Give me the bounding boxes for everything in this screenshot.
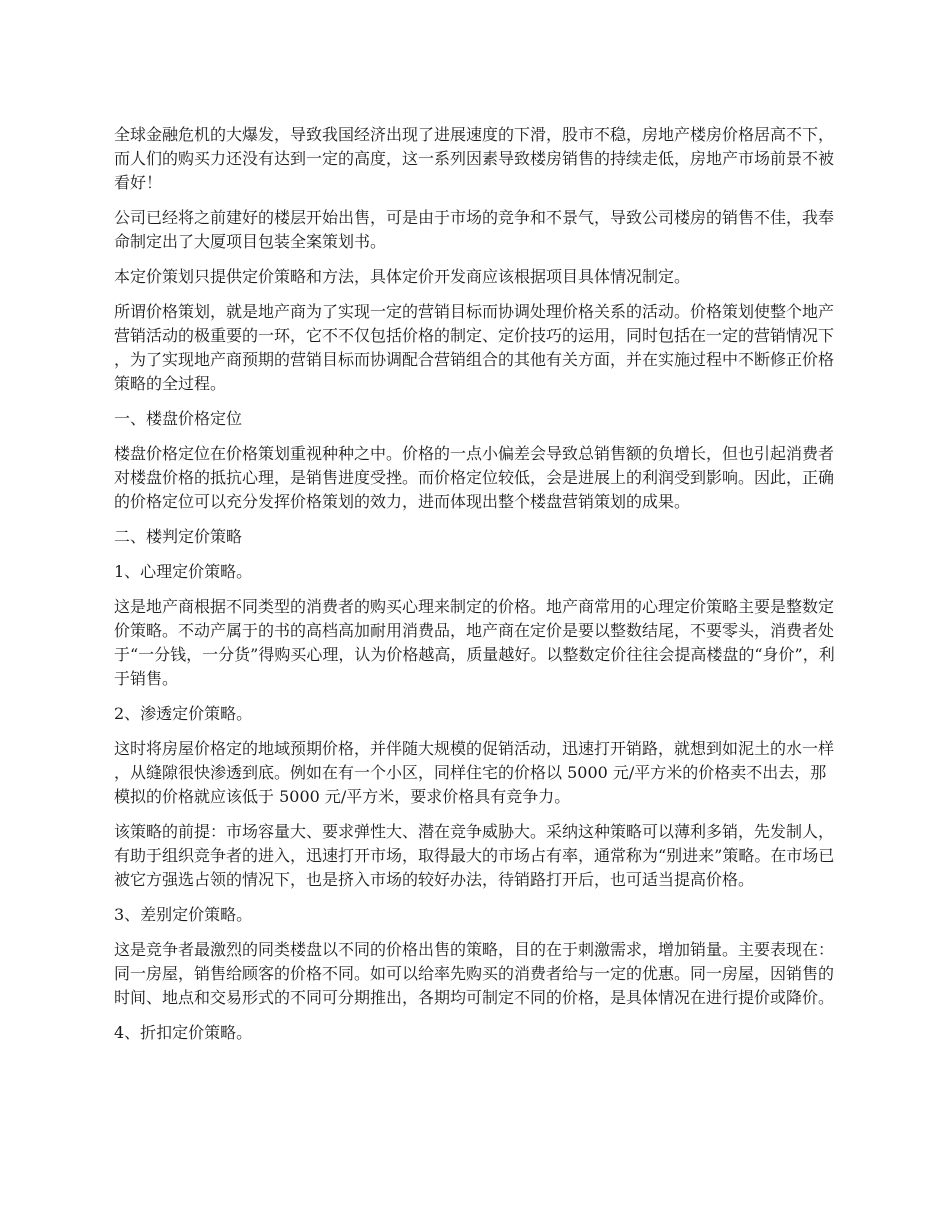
- document-body: [114, 123, 840, 1056]
- paragraph-differential-pricing: 这是竞争者最激烈的同类楼盘以不同的价格出售的策略，目的在于刺激需求，增加销量。主要表现在：同一房屋，销售给顾客的价格不同。如可以给率先购买的消费者给与一定的优惠。同一房屋，因销售的时间、地点和交易形式的不同可分期推出，各期均可制定不同的价格，是具体情况在进行提价或降价。: [114, 940, 835, 1007]
- paragraph-price-planning-definition: 所谓价格策划，就是地产商为了实现一定的营销目标而协调处理价格关系的活动。价格策划使整个地产营销活动的极重要的一环，它不不仅包括价格的制定、定价技巧的运用，同时包括在一定的营销情况下，为了实现地产商预期的营销目标而协调配合营销组合的其他有关方面，并在实施过程中不断修正价格策略的全过程。: [114, 302, 835, 393]
- subheading-differential-pricing: 3、差别定价策略。: [114, 905, 253, 924]
- paragraph-scope-note: 本定价策划只提供定价策略和方法，具体定价开发商应该根据项目具体情况制定。: [114, 267, 691, 286]
- subheading-penetration-pricing: 2、渗透定价策略。: [114, 704, 253, 723]
- paragraph-psychological-pricing: 这是地产商根据不同类型的消费者的购买心理来制定的价格。地产商常用的心理定价策略主要是整数定价策略。不动产属于的书的高档高加耐用消费品，地产商在定价是要以整数结尾，不要零头，消费者处于“一分钱，一分货”得购买心理，认为价格越高，质量越好。以整数定价往往会提高楼盘的“身价”，利于销售。: [114, 597, 835, 688]
- section-heading-pricing-strategy: 二、楼判定价策略: [114, 527, 243, 546]
- subheading-psychological-pricing: 1、心理定价策略。: [114, 562, 253, 581]
- paragraph-price-positioning: 楼盘价格定位在价格策划重视种种之中。价格的一点小偏差会导致总销售额的负增长，但也引起消费者对楼盘价格的抵抗心理，是销售进度受挫。而价格定位较低，会是进展上的利润受到影响。因此，正确的价格定位可以充分发挥价格策划的效力，进而体现出整个楼盘营销策划的成果。: [114, 444, 835, 511]
- paragraph-intro: 全球金融危机的大爆发，导致我国经济出现了进展速度的下滑，股市不稳，房地产楼房价格居高不下，而人们的购买力还没有达到一定的高度，这一系列因素导致楼房销售的持续走低，房地产市场前景不被看好！: [114, 125, 835, 192]
- paragraph-penetration-premise: 该策略的前提：市场容量大、要求弹性大、潜在竞争威胁大。采纳这种策略可以薄利多销，先发制人，有助于组织竞争者的进入，迅速打开市场，取得最大的市场占有率，通常称为“别进来”策略。在市场已被它方强选占领的情况下，也是挤入市场的较好办法，待销路打开后，也可适当提高价格。: [114, 822, 835, 889]
- section-heading-price-positioning: 一、楼盘价格定位: [114, 409, 243, 428]
- paragraph-company-situation: 公司已经将之前建好的楼层开始出售，可是由于市场的竞争和不景气，导致公司楼房的销售不佳，我奉命制定出了大厦项目包装全案策划书。: [114, 208, 835, 251]
- paragraph-penetration-pricing: 这时将房屋价格定的地域预期价格，并伴随大规模的促销活动，迅速打开销路，就想到如泥土的水一样，从缝隙很快渗透到底。例如在有一个小区，同样住宅的价格以 5000 元/平方米的价格卖不出去，那模拟的价格就应该低于 5000 元/平方米，要求价格具有竞争力。: [114, 739, 835, 806]
- subheading-discount-pricing: 4、折扣定价策略。: [114, 1023, 253, 1042]
